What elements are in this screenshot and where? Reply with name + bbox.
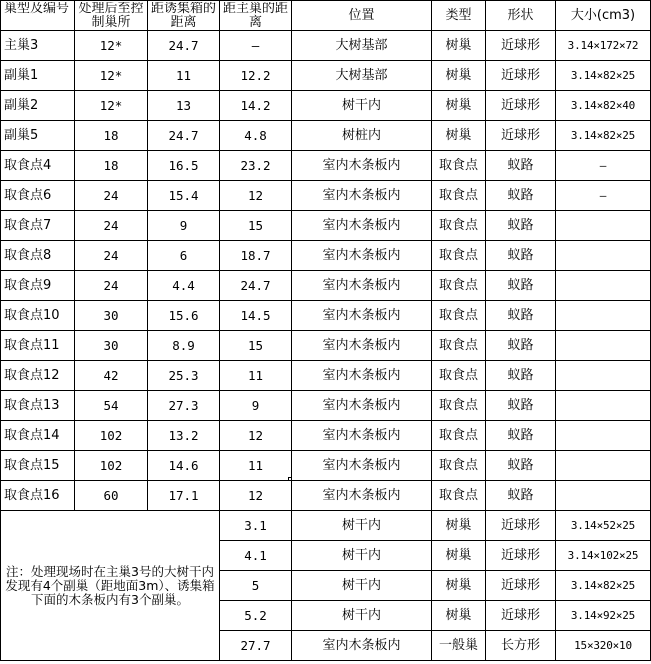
cell-nest-id[interactable]: 取食点10 — [1, 301, 75, 331]
cell-distance-trap[interactable]: 24.7 — [148, 121, 220, 151]
cell-shape[interactable]: 蚁路 — [486, 271, 556, 301]
cell-location[interactable]: 树干内 — [292, 571, 432, 601]
cell-size[interactable] — [556, 301, 651, 331]
cell-size[interactable]: 3.14×82×40 — [556, 91, 651, 121]
cell-location[interactable]: 树干内 — [292, 541, 432, 571]
table-row — [1, 301, 651, 331]
cell-distance-main[interactable]: 11 — [220, 361, 292, 391]
cell-shape[interactable]: 蚁路 — [486, 151, 556, 181]
cell-distance-main[interactable]: 27.7 — [220, 631, 292, 661]
cell-distance-main[interactable]: 14.2 — [220, 91, 292, 121]
cell-distance-main[interactable]: 4.1 — [220, 541, 292, 571]
cell-location[interactable]: 大树基部 — [292, 61, 432, 91]
cell-size[interactable]: 3.14×82×25 — [556, 571, 651, 601]
cell-location[interactable]: 室内木条板内 — [292, 331, 432, 361]
cell-nest-id[interactable]: 取食点7 — [1, 211, 75, 241]
cell-distance-trap[interactable]: 11 — [148, 61, 220, 91]
cell-control-time[interactable]: 12* — [75, 91, 148, 121]
table-row — [1, 211, 651, 241]
cell-distance-main[interactable]: 12 — [220, 421, 292, 451]
cell-control-time[interactable]: 24 — [75, 241, 148, 271]
table-row — [1, 481, 651, 511]
cell-size[interactable] — [556, 451, 651, 481]
cell-distance-trap[interactable]: 9 — [148, 211, 220, 241]
cell-distance-main[interactable]: 15 — [220, 331, 292, 361]
cell-type[interactable]: 树巢 — [432, 541, 486, 571]
cell-control-time[interactable]: 42 — [75, 361, 148, 391]
cell-location[interactable]: 室内木条板内 — [292, 181, 432, 211]
cell-location[interactable]: 室内木条板内 — [292, 451, 432, 481]
cell-size[interactable]: 3.14×172×72 — [556, 31, 651, 61]
header-distance-main[interactable]: 距主巢的距离 — [220, 1, 292, 31]
cell-control-time[interactable]: 24 — [75, 271, 148, 301]
cell-nest-id[interactable]: 取食点8 — [1, 241, 75, 271]
cell-shape[interactable]: 蚁路 — [486, 391, 556, 421]
cell-shape[interactable]: 近球形 — [486, 31, 556, 61]
table-row — [1, 451, 651, 481]
note-text[interactable]: 注：处理现场时在主巢3号的大树干内发现有4个副巢（距地面3m）、诱集箱下面的木条板内有3个副巢。 — [1, 511, 220, 661]
cell-type[interactable]: 取食点 — [432, 211, 486, 241]
cell-nest-id[interactable]: 取食点6 — [1, 181, 75, 211]
table-row — [1, 241, 651, 271]
table-row — [1, 331, 651, 361]
cell-size[interactable] — [556, 361, 651, 391]
cell-size[interactable] — [556, 331, 651, 361]
cell-size[interactable] — [556, 391, 651, 421]
cell-nest-id[interactable]: 取食点9 — [1, 271, 75, 301]
cell-location[interactable]: 室内木条板内 — [292, 391, 432, 421]
cell-location[interactable]: 室内木条板内 — [292, 361, 432, 391]
cell-distance-main[interactable]: 15 — [220, 211, 292, 241]
cell-type[interactable]: 取食点 — [432, 331, 486, 361]
cell-control-time[interactable]: 60 — [75, 481, 148, 511]
table-row — [1, 271, 651, 301]
cell-distance-main[interactable]: 12 — [220, 481, 292, 511]
cell-type[interactable]: 取食点 — [432, 391, 486, 421]
header-size[interactable]: 大小(cm3) — [556, 1, 651, 31]
cell-nest-id[interactable]: 取食点16 — [1, 481, 75, 511]
cell-distance-main[interactable]: 3.1 — [220, 511, 292, 541]
cell-distance-main[interactable]: 14.5 — [220, 301, 292, 331]
table-row — [1, 91, 651, 121]
header-row — [1, 1, 651, 31]
cell-size[interactable]: 3.14×52×25 — [556, 511, 651, 541]
cell-shape[interactable]: 蚁路 — [486, 331, 556, 361]
header-type[interactable]: 类型 — [432, 1, 486, 31]
cell-nest-id[interactable]: 取食点4 — [1, 151, 75, 181]
cell-size[interactable] — [556, 241, 651, 271]
cell-type[interactable]: 取食点 — [432, 421, 486, 451]
cell-control-time[interactable]: 18 — [75, 121, 148, 151]
cell-type[interactable]: 树巢 — [432, 91, 486, 121]
cell-size[interactable]: — — [556, 181, 651, 211]
cell-distance-trap[interactable]: 15.6 — [148, 301, 220, 331]
cell-control-time[interactable]: 102 — [75, 421, 148, 451]
cell-shape[interactable]: 近球形 — [486, 61, 556, 91]
cell-distance-main[interactable]: 18.7 — [220, 241, 292, 271]
cell-distance-main[interactable]: 5.2 — [220, 601, 292, 631]
cell-type[interactable]: 取食点 — [432, 451, 486, 481]
header-distance-trap[interactable]: 距诱集箱的距离 — [148, 1, 220, 31]
cell-type[interactable]: 树巢 — [432, 121, 486, 151]
cell-shape[interactable]: 近球形 — [486, 511, 556, 541]
cell-shape[interactable]: 近球形 — [486, 541, 556, 571]
table-row — [1, 391, 651, 421]
cell-location[interactable]: 室内木条板内 — [292, 241, 432, 271]
cell-distance-trap[interactable]: 13.2 — [148, 421, 220, 451]
cell-shape[interactable]: 蚁路 — [486, 211, 556, 241]
cell-distance-trap[interactable]: 25.3 — [148, 361, 220, 391]
cell-control-time[interactable]: 18 — [75, 151, 148, 181]
cell-location[interactable]: 树干内 — [292, 511, 432, 541]
cell-nest-id[interactable]: 取食点13 — [1, 391, 75, 421]
cell-location[interactable]: 室内木条板内 — [292, 301, 432, 331]
cell-size[interactable]: 3.14×92×25 — [556, 601, 651, 631]
cell-distance-trap[interactable]: 15.4 — [148, 181, 220, 211]
cell-nest-id[interactable]: 副巢5 — [1, 121, 75, 151]
cell-type[interactable]: 取食点 — [432, 181, 486, 211]
cell-nest-id[interactable]: 取食点15 — [1, 451, 75, 481]
cell-location[interactable]: 室内木条板内 — [292, 421, 432, 451]
cell-location[interactable]: 树干内 — [292, 601, 432, 631]
cell-size[interactable] — [556, 481, 651, 511]
table-row — [1, 151, 651, 181]
header-nest-type[interactable]: 巢型及编号 — [1, 1, 75, 31]
cell-distance-trap[interactable]: 17.1 — [148, 481, 220, 511]
cell-distance-main[interactable]: 12 — [220, 181, 292, 211]
table-row — [1, 61, 651, 91]
cell-size[interactable]: — — [556, 151, 651, 181]
cell-type[interactable]: 树巢 — [432, 511, 486, 541]
table-row — [1, 121, 651, 151]
cell-location[interactable]: 室内木条板内 — [292, 481, 432, 511]
cell-shape[interactable]: 近球形 — [486, 601, 556, 631]
cell-shape[interactable]: 长方形 — [486, 631, 556, 661]
cell-size[interactable] — [556, 271, 651, 301]
cell-type[interactable]: 取食点 — [432, 241, 486, 271]
cell-type[interactable]: 取食点 — [432, 481, 486, 511]
cell-control-time[interactable]: 24 — [75, 211, 148, 241]
cell-nest-id[interactable]: 主巢3 — [1, 31, 75, 61]
cell-size[interactable]: 15×320×10 — [556, 631, 651, 661]
cell-type[interactable]: 一般巢 — [432, 631, 486, 661]
cell-location[interactable]: 树桩内 — [292, 121, 432, 151]
cell-distance-trap[interactable]: 13 — [148, 91, 220, 121]
cell-shape[interactable]: 近球形 — [486, 91, 556, 121]
cell-distance-trap[interactable]: 14.6 — [148, 451, 220, 481]
cell-nest-id[interactable]: 取食点14 — [1, 421, 75, 451]
cell-type[interactable]: 树巢 — [432, 31, 486, 61]
cell-shape[interactable]: 蚁路 — [486, 301, 556, 331]
cell-distance-main[interactable]: 23.2 — [220, 151, 292, 181]
cell-nest-id[interactable]: 取食点12 — [1, 361, 75, 391]
cell-shape[interactable]: 近球形 — [486, 121, 556, 151]
cell-size[interactable]: 3.14×82×25 — [556, 61, 651, 91]
cell-size[interactable] — [556, 421, 651, 451]
cell-distance-main[interactable]: — — [220, 31, 292, 61]
cell-distance-main[interactable]: 12.2 — [220, 61, 292, 91]
cell-distance-trap[interactable]: 4.4 — [148, 271, 220, 301]
cell-control-time[interactable]: 12* — [75, 61, 148, 91]
cell-type[interactable]: 树巢 — [432, 601, 486, 631]
cell-type[interactable]: 取食点 — [432, 151, 486, 181]
cell-control-time[interactable]: 24 — [75, 181, 148, 211]
table-row — [1, 421, 651, 451]
cell-type[interactable]: 取食点 — [432, 271, 486, 301]
cell-type[interactable]: 取食点 — [432, 301, 486, 331]
header-shape[interactable]: 形状 — [486, 1, 556, 31]
cell-shape[interactable]: 蚁路 — [486, 241, 556, 271]
header-control-time[interactable]: 处理后至控制巢所 — [75, 1, 148, 31]
cell-location[interactable]: 室内木条板内 — [292, 211, 432, 241]
cell-control-time[interactable]: 102 — [75, 451, 148, 481]
cell-shape[interactable]: 蚁路 — [486, 421, 556, 451]
cell-location[interactable]: 室内木条板内 — [292, 151, 432, 181]
cell-control-time[interactable]: 30 — [75, 331, 148, 361]
note-row — [1, 511, 651, 541]
header-location[interactable]: 位置 — [292, 1, 432, 31]
cell-distance-main[interactable]: 9 — [220, 391, 292, 421]
cell-distance-main-selected[interactable]: 11 — [220, 451, 292, 481]
cell-location[interactable]: 大树基部 — [292, 31, 432, 61]
cell-location[interactable]: 树干内 — [292, 91, 432, 121]
cell-control-time[interactable]: 30 — [75, 301, 148, 331]
cell-distance-trap[interactable]: 8.9 — [148, 331, 220, 361]
cell-type[interactable]: 取食点 — [432, 361, 486, 391]
cell-nest-id[interactable]: 副巢2 — [1, 91, 75, 121]
cell-size[interactable]: 3.14×102×25 — [556, 541, 651, 571]
table-row — [1, 181, 651, 211]
cell-distance-trap[interactable]: 6 — [148, 241, 220, 271]
cell-distance-main[interactable]: 24.7 — [220, 271, 292, 301]
cell-location[interactable]: 室内木条板内 — [292, 271, 432, 301]
cell-control-time[interactable]: 12* — [75, 31, 148, 61]
cell-shape[interactable]: 蚁路 — [486, 451, 556, 481]
cell-shape[interactable]: 蚁路 — [486, 181, 556, 211]
cell-control-time[interactable]: 54 — [75, 391, 148, 421]
cell-type[interactable]: 树巢 — [432, 571, 486, 601]
cell-shape[interactable]: 近球形 — [486, 571, 556, 601]
cell-shape[interactable]: 蚁路 — [486, 361, 556, 391]
table-row — [1, 31, 651, 61]
table-row — [1, 361, 651, 391]
cell-shape[interactable]: 蚁路 — [486, 481, 556, 511]
cell-distance-main[interactable]: 5 — [220, 571, 292, 601]
cell-nest-id[interactable]: 取食点11 — [1, 331, 75, 361]
cell-distance-trap[interactable]: 27.3 — [148, 391, 220, 421]
cell-type[interactable]: 树巢 — [432, 61, 486, 91]
cell-distance-trap[interactable]: 16.5 — [148, 151, 220, 181]
cell-location[interactable]: 室内木条板内 — [292, 631, 432, 661]
cell-distance-main[interactable]: 4.8 — [220, 121, 292, 151]
cell-size[interactable] — [556, 211, 651, 241]
cell-distance-trap[interactable]: 24.7 — [148, 31, 220, 61]
cell-size[interactable]: 3.14×82×25 — [556, 121, 651, 151]
cell-nest-id[interactable]: 副巢1 — [1, 61, 75, 91]
